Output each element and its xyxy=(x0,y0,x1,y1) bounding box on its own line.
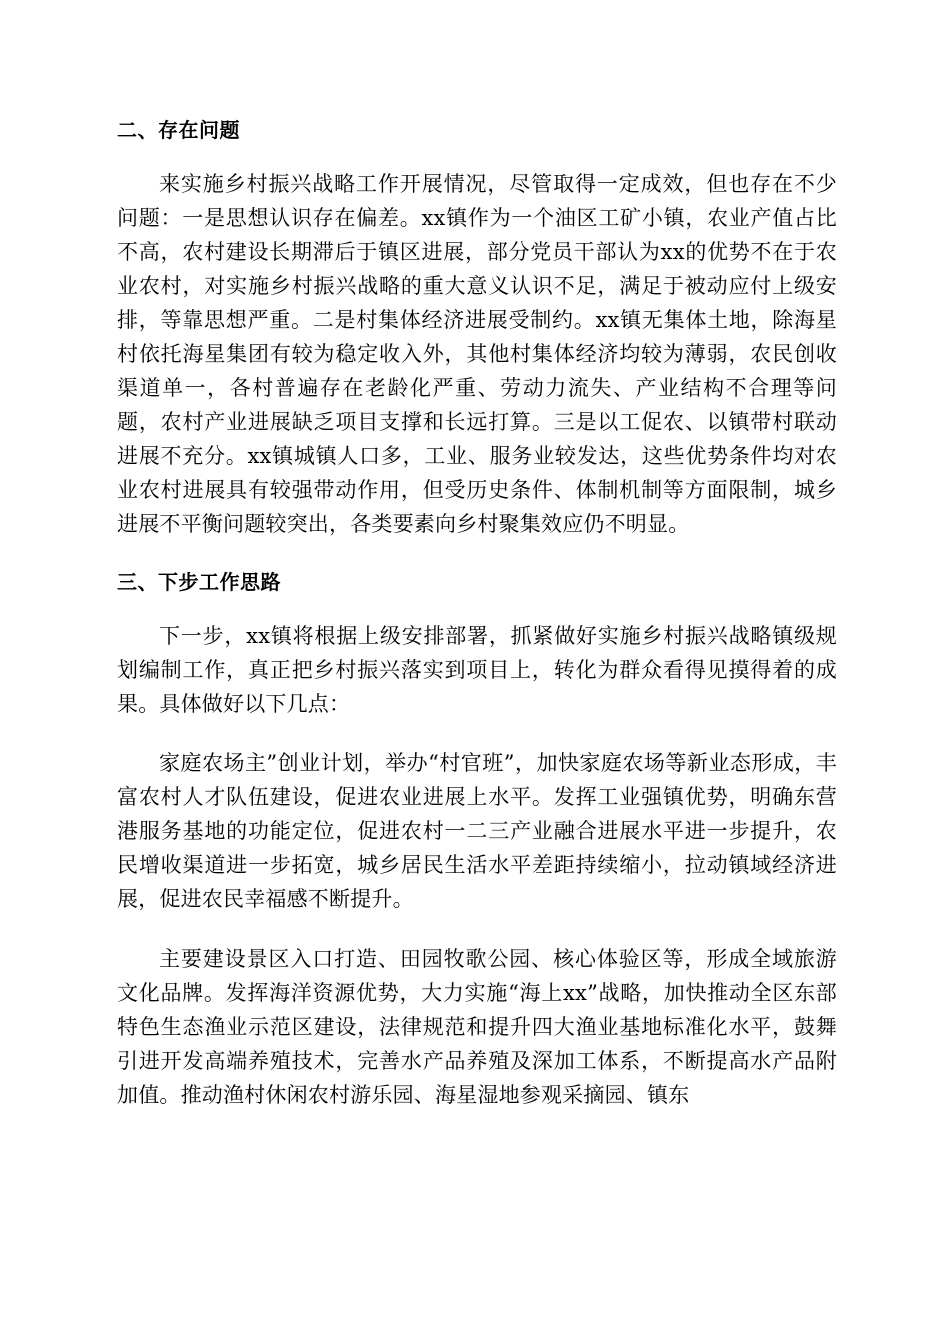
tourism-fishery-paragraph: 主要建设景区入口打造、田园牧歌公园、核心体验区等，形成全域旅游文化品牌。发挥海洋资源优势，大力实施“海上xx”战略，加快推动全区东部特色生态渔业示范区建设，法律规范和提升四大渔业基地标准化水平，鼓舞引进开发高端养殖技术，完善水产品养殖及深加工体系，不断提高水产品附加值。推动渔村休闲农村游乐园、海星湿地参观采摘园、镇东 xyxy=(117,947,837,1107)
talent-industry-paragraph: 家庭农场主”创业计划，举办“村官班”，加快家庭农场等新业态形成，丰富农村人才队伍建设，促进农业进展上水平。发挥工业强镇优势，明确东营港服务基地的功能定位，促进农村一二三产业融合进展水平进一步提升，农民增收渠道进一步拓宽，城乡居民生活水平差距持续缩小，拉动镇域经济进展，促进农民幸福感不断提升。 xyxy=(117,751,837,911)
next-steps-intro-paragraph: 下一步，xx镇将根据上级安排部署，抓紧做好实施乡村振兴战略镇级规划编制工作，真正把乡村振兴落实到项目上，转化为群众看得见摸得着的成果。具体做好以下几点： xyxy=(117,624,837,716)
section-heading-next-steps: 三、下步工作思路 xyxy=(117,570,281,594)
section-heading-problems: 二、存在问题 xyxy=(117,118,240,142)
document-body xyxy=(117,112,837,1112)
problems-paragraph: 来实施乡村振兴战略工作开展情况，尽管取得一定成效，但也存在不少问题：一是思想认识存在偏差。xx镇作为一个油区工矿小镇，农业产值占比不高，农村建设长期滞后于镇区进展，部分党员干部认为xx的优势不在于农业农村，对实施乡村振兴战略的重大意义认识不足，满足于被动应付上级安排，等靠思想严重。二是村集体经济进展受制约。xx镇无集体土地，除海星村依托海星集团有较为稳定收入外，其他村集体经济均较为薄弱，农民创收渠道单一，各村普遍存在老龄化严重、劳动力流失、产业结构不合理等问题，农村产业进展缺乏项目支撑和长远打算。三是以工促农、以镇带村联动进展不充分。xx镇城镇人口多，工业、服务业较发达，这些优势条件均对农业农村进展具有较强带动作用，但受历史条件、体制机制等方面限制，城乡进展不平衡问题较突出，各类要素向乡村聚集效应仍不明显。 xyxy=(117,172,837,536)
